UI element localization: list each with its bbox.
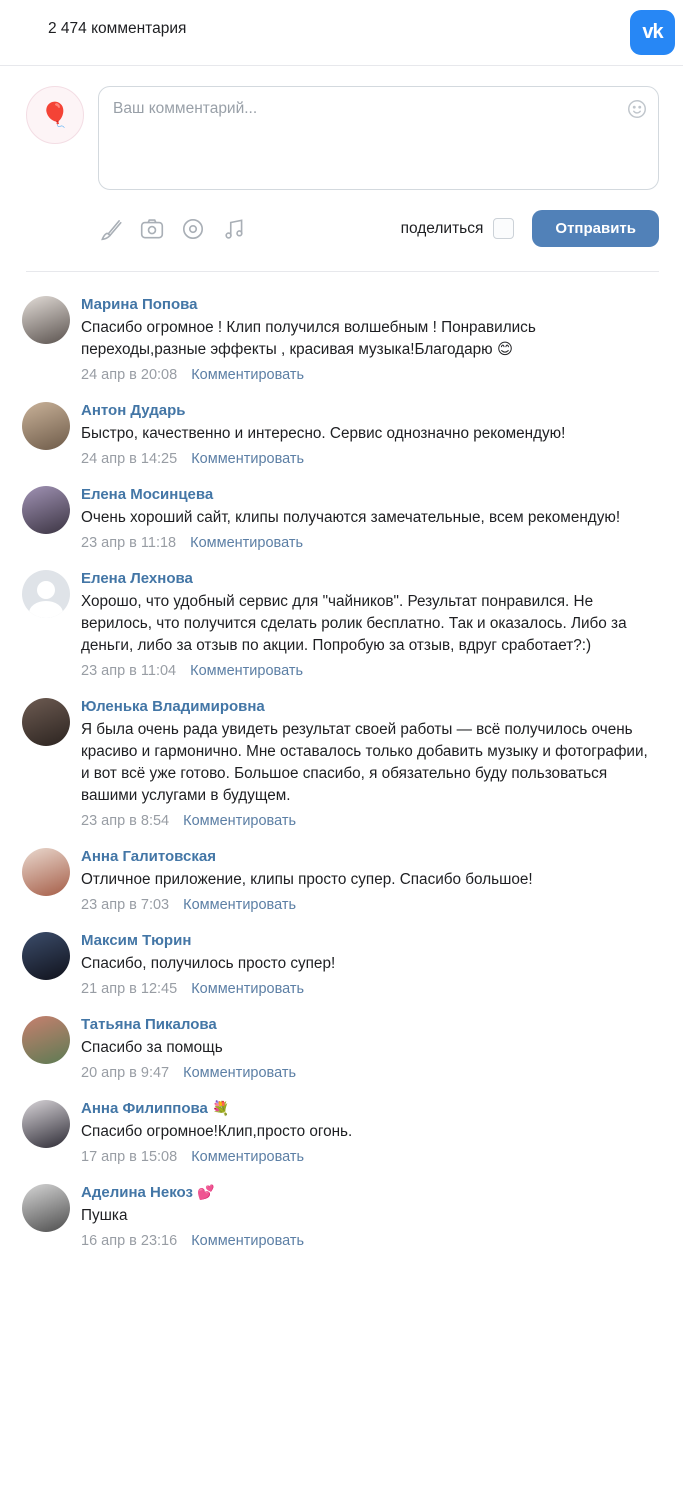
name-emoji: 💕 [197, 1184, 215, 1200]
comment-reply-link[interactable]: Комментировать [191, 981, 305, 997]
avatar[interactable] [22, 698, 70, 746]
music-icon[interactable] [221, 216, 247, 242]
commenter-name[interactable]: Елена Мосинцева [81, 486, 214, 503]
avatar[interactable] [22, 932, 70, 980]
comment-item [0, 476, 683, 560]
comment-date[interactable]: 23 апр в 7:03 [81, 897, 170, 913]
comment-text: Быстро, качественно и интересно. Сервис однозначно рекомендую! [81, 425, 566, 442]
avatar[interactable] [22, 1100, 70, 1148]
commenter-name[interactable]: Максим Тюрин [81, 932, 192, 949]
commenter-name[interactable]: Антон Дударь [81, 402, 186, 419]
my-avatar [26, 86, 84, 144]
avatar[interactable] [22, 402, 70, 450]
comment-reply-link[interactable]: Комментировать [191, 1233, 305, 1249]
comment-input[interactable] [113, 100, 618, 177]
comments-list [0, 272, 683, 1264]
video-icon[interactable] [180, 216, 206, 242]
avatar[interactable] [22, 296, 70, 344]
comment-date[interactable]: 23 апр в 8:54 [81, 813, 170, 829]
smiley-icon[interactable] [626, 98, 648, 120]
comment-item [0, 1006, 683, 1090]
comment-item [0, 392, 683, 476]
comment-reply-link[interactable]: Комментировать [191, 1149, 305, 1165]
comment-text: Отличное приложение, клипы просто супер. Спасибо большое! [81, 871, 533, 888]
comment-text: Спасибо огромное ! Клип получился волшебным ! Понравились переходы,разные эффекты , красивая музыка!Благодарю 😊 [81, 319, 536, 358]
comment-date[interactable]: 16 апр в 23:16 [81, 1233, 178, 1249]
comment-reply-link[interactable]: Комментировать [190, 663, 304, 679]
comment-item [0, 560, 683, 688]
avatar[interactable] [22, 1016, 70, 1064]
comment-text: Спасибо, получилось просто супер! [81, 955, 336, 972]
comment-item [0, 688, 683, 838]
comment-item [0, 1174, 683, 1258]
avatar[interactable] [22, 848, 70, 896]
comment-item [0, 1090, 683, 1174]
comment-reply-link[interactable]: Комментировать [190, 535, 304, 551]
comment-reply-link[interactable]: Комментировать [183, 813, 297, 829]
comment-text: Пушка [81, 1207, 128, 1224]
comment-item [0, 286, 683, 392]
comment-text: Я была очень рада увидеть результат своей работы — всё получилось очень красиво и гармонично. Мне оставалось только добавить музыку и фотографии, и вот всё уже готово. Большое спасибо, я обязательно буду пользоваться вашими услугами в будущем. [81, 721, 648, 804]
balloon-icon: 🎈 [40, 101, 70, 129]
graffiti-icon[interactable] [98, 216, 124, 242]
comment-date[interactable]: 17 апр в 15:08 [81, 1149, 178, 1165]
comments-header [0, 0, 683, 66]
comment-reply-link[interactable]: Комментировать [183, 1065, 297, 1081]
name-emoji: 💐 [212, 1100, 230, 1116]
commenter-name[interactable]: Анна Филиппова [81, 1100, 208, 1117]
comment-text: Хорошо, что удобный сервис для "чайников". Результат понравился. Не верилось, что получится сделать ролик бесплатно. Так и оказалось. Либо за деньги, либо за отзыв по акции. Попробую за отзыв, вдруг сработает?:) [81, 593, 627, 654]
vk-logo-text: vk [642, 21, 663, 43]
photo-icon[interactable] [139, 216, 165, 242]
comment-item [0, 838, 683, 922]
comment-date[interactable]: 23 апр в 11:18 [81, 535, 177, 551]
commenter-name[interactable]: Елена Лехнова [81, 570, 193, 587]
send-button[interactable]: Отправить [532, 210, 659, 247]
comment-item [0, 922, 683, 1006]
avatar[interactable] [22, 486, 70, 534]
commenter-name[interactable]: Аделина Некоз [81, 1184, 193, 1201]
comment-reply-link[interactable]: Комментировать [191, 451, 305, 467]
comment-text: Спасибо за помощь [81, 1039, 223, 1056]
comment-date[interactable]: 24 апр в 20:08 [81, 367, 178, 383]
commenter-name[interactable]: Татьяна Пикалова [81, 1016, 217, 1033]
comment-text: Спасибо огромное!Клип,просто огонь. [81, 1123, 353, 1140]
commenter-name[interactable]: Марина Попова [81, 296, 198, 313]
share-checkbox[interactable] [493, 218, 514, 239]
commenter-name[interactable]: Юленька Владимировна [81, 698, 265, 715]
commenter-name[interactable]: Анна Галитовская [81, 848, 216, 865]
comments-count: 2 474 комментария [48, 20, 187, 37]
comment-composer [0, 66, 683, 272]
comment-reply-link[interactable]: Комментировать [191, 367, 305, 383]
avatar[interactable] [22, 1184, 70, 1232]
vk-logo-icon[interactable] [630, 10, 675, 55]
avatar[interactable] [22, 570, 70, 618]
comment-date[interactable]: 21 апр в 12:45 [81, 981, 178, 997]
comment-date[interactable]: 24 апр в 14:25 [81, 451, 178, 467]
comment-date[interactable]: 23 апр в 11:04 [81, 663, 177, 679]
comment-input-box[interactable] [98, 86, 659, 190]
comment-reply-link[interactable]: Комментировать [183, 897, 297, 913]
comment-text: Очень хороший сайт, клипы получаются замечательные, всем рекомендую! [81, 509, 621, 526]
share-label: поделиться [400, 219, 484, 237]
comment-date[interactable]: 20 апр в 9:47 [81, 1065, 170, 1081]
